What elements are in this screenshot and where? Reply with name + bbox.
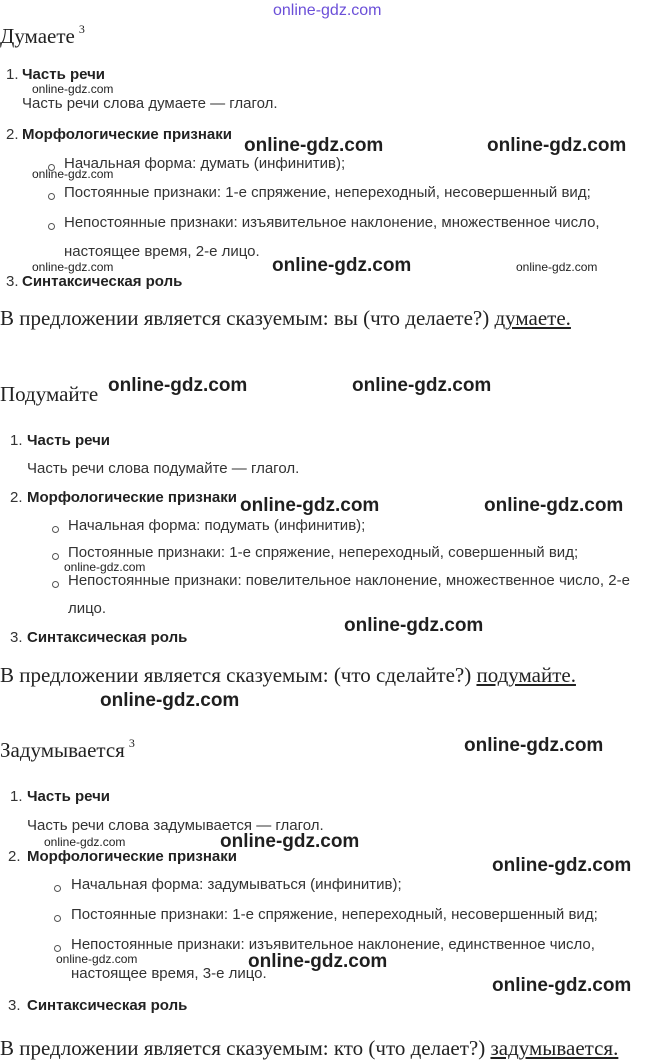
item-number: 2.: [8, 848, 21, 865]
section-title: Подумайте: [0, 382, 99, 406]
watermark: online-gdz.com: [32, 82, 114, 96]
bullet-icon: [52, 581, 59, 588]
bullet-text: Непостоянные признаки: изъявительное наклонение, единственное число,: [71, 936, 595, 953]
item-number: 1.: [6, 66, 19, 83]
bullet-text: Непостоянные признаки: изъявительное наклонение, множественное число,: [64, 214, 600, 231]
bullet-icon: [54, 885, 61, 892]
item-heading: Часть речи: [27, 432, 111, 449]
bullet-text: Постоянные признаки: 1-е спряжение, непереходный, несовершенный вид;: [71, 906, 598, 923]
item-number: 3.: [8, 997, 21, 1014]
bullet-text-continuation: настоящее время, 3-е лицо.: [71, 965, 267, 982]
item-heading: Морфологические признаки: [22, 126, 232, 143]
bullet-text: Начальная форма: подумать (инфинитив);: [68, 517, 366, 534]
watermark: online-gdz.com: [272, 255, 412, 276]
item-heading: Часть речи: [22, 66, 106, 83]
item-number: 1.: [10, 432, 23, 449]
watermark: online-gdz.com: [352, 375, 492, 396]
bullet-icon: [54, 945, 61, 952]
item-number: 3.: [10, 629, 23, 646]
footnote-mark: 3: [78, 22, 85, 36]
watermark: online-gdz.com: [108, 375, 248, 396]
watermark: online-gdz.com: [32, 260, 114, 274]
watermark: online-gdz.com: [484, 495, 624, 516]
item-heading: Синтаксическая роль: [27, 629, 188, 646]
section-title: Задумывается $^3$: [0, 736, 135, 762]
watermark: online-gdz.com: [56, 952, 138, 966]
underlined-word: думаете.: [494, 306, 571, 330]
item-heading: Синтаксическая роль: [27, 997, 188, 1014]
watermark: online-gdz.com: [492, 855, 632, 876]
bullet-text-continuation: лицо.: [68, 600, 107, 617]
watermark: online-gdz.com: [244, 135, 384, 156]
bullet-icon: [54, 915, 61, 922]
section-title: Думаете $^3$: [0, 22, 85, 48]
bullet-text: Постоянные признаки: 1-е спряжение, непереходный, несовершенный вид;: [64, 184, 591, 201]
watermark: online-gdz.com: [492, 975, 632, 996]
underlined-word: подумайте.: [476, 663, 576, 687]
item-number: 1.: [10, 788, 23, 805]
watermark: online-gdz.com: [248, 951, 388, 972]
bullet-icon: [52, 553, 59, 560]
watermark: online-gdz.com: [64, 560, 146, 574]
item-heading: Синтаксическая роль: [22, 273, 183, 290]
bullet-text: Начальная форма: задумываться (инфинитив);: [71, 876, 402, 893]
item-heading: Часть речи: [27, 788, 111, 805]
item-text: Часть речи слова задумывается — глагол.: [27, 817, 324, 834]
watermark: online-gdz.com: [220, 831, 360, 852]
watermark: online-gdz.com: [487, 135, 627, 156]
watermark: online-gdz.com: [464, 735, 604, 756]
item-text: Часть речи слова подумайте — глагол.: [27, 460, 300, 477]
syntax-sentence: В предложении является сказуемым: (что сделайте?) подумайте.: [0, 663, 576, 687]
bullet-icon: [48, 193, 55, 200]
item-heading: Морфологические признаки: [27, 848, 237, 865]
item-heading: Морфологические признаки: [27, 489, 237, 506]
item-number: 2.: [6, 126, 19, 143]
bullet-text: Постоянные признаки: 1-е спряжение, непереходный, совершенный вид;: [68, 544, 579, 561]
footnote-mark: 3: [128, 736, 135, 750]
bullet-text: Непостоянные признаки: повелительное наклонение, множественное число, 2-е: [68, 572, 630, 589]
underlined-word: задумывается.: [490, 1036, 619, 1060]
item-number: 3.: [6, 273, 19, 290]
watermark: online-gdz.com: [516, 260, 598, 274]
bullet-icon: [52, 526, 59, 533]
item-number: 2.: [10, 489, 23, 506]
watermark-top: online-gdz.com: [273, 2, 382, 19]
watermark: online-gdz.com: [100, 690, 240, 711]
watermark: online-gdz.com: [44, 835, 126, 849]
bullet-text: Начальная форма: думать (инфинитив);: [64, 155, 346, 172]
bullet-text-continuation: настоящее время, 2-е лицо.: [64, 243, 260, 260]
bullet-icon: [48, 223, 55, 230]
item-text: Часть речи слова думаете — глагол.: [22, 95, 278, 112]
watermark: online-gdz.com: [344, 615, 484, 636]
watermark: online-gdz.com: [240, 495, 380, 516]
watermark: online-gdz.com: [32, 167, 114, 181]
syntax-sentence: В предложении является сказуемым: кто (что делает?) задумывается.: [0, 1036, 619, 1060]
syntax-sentence: В предложении является сказуемым: вы (что делаете?) думаете.: [0, 306, 571, 330]
